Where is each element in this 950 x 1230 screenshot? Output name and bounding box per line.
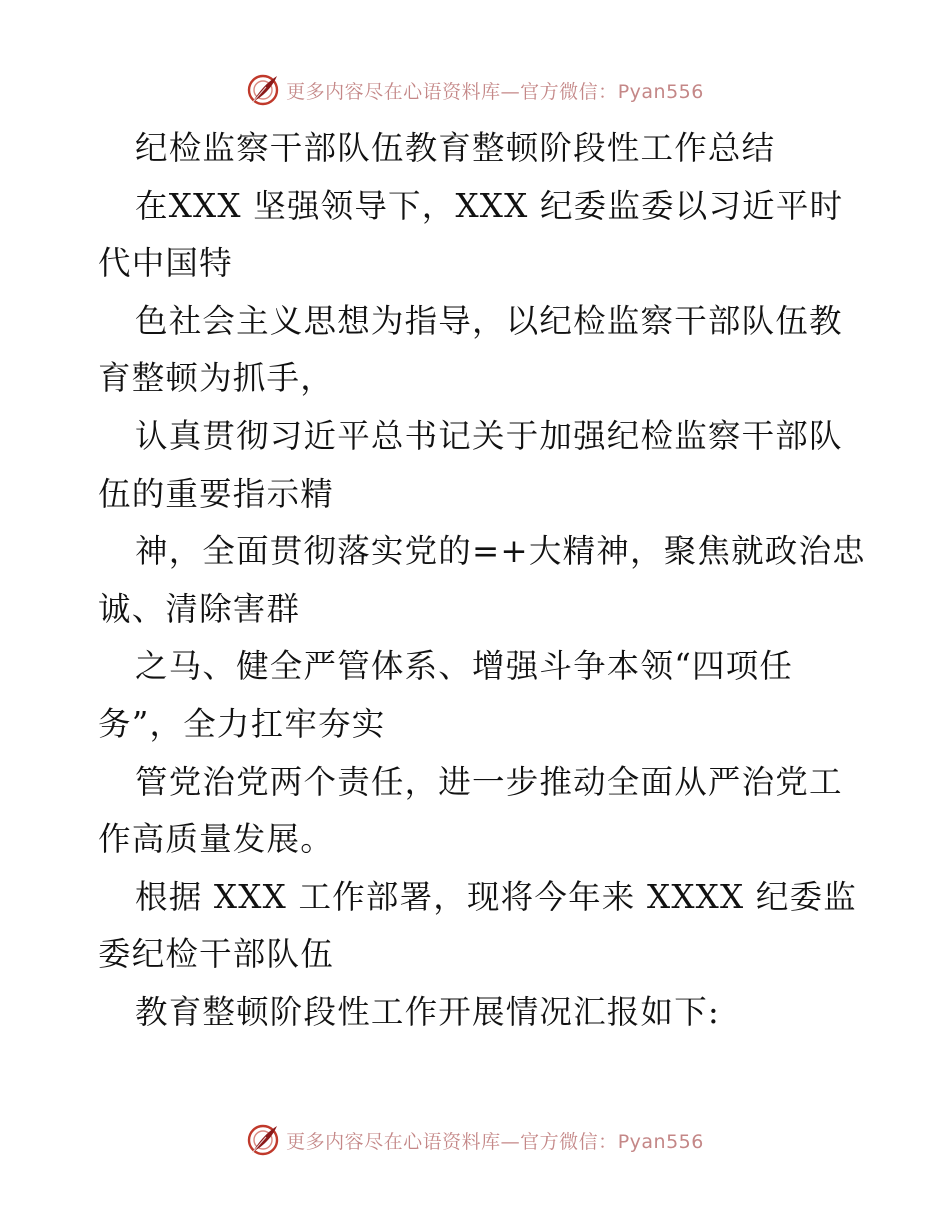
paragraph-line: 诚、清除害群: [98, 589, 301, 628]
paragraph-line: 之马、健全严管体系、增强斗争本领“四项任: [135, 647, 794, 686]
watermark-separator: —: [500, 80, 521, 103]
document-title: 纪检监察干部队伍教育整顿阶段性工作总结: [135, 129, 776, 167]
feather-pen-logo-icon: [246, 1123, 280, 1157]
paragraph-line: 色社会主义思想为指导，以纪检监察干部队伍教: [135, 301, 843, 340]
paragraph-line: 育整顿为抓手，: [98, 359, 334, 398]
paragraph-line: 根据 XXX 工作部署，现将今年来 XXXX 纪委监: [135, 877, 857, 916]
watermark-text: [286, 1127, 704, 1154]
document-body: [98, 120, 866, 1042]
feather-pen-logo-icon: [246, 73, 280, 107]
watermark-wechat-label: 官方微信：: [520, 1130, 618, 1153]
watermark-separator: —: [500, 1130, 521, 1153]
footer-watermark: [0, 1122, 950, 1158]
watermark-text: [286, 77, 704, 104]
watermark-wechat-id: Pyan556: [617, 1130, 704, 1153]
header-watermark: [0, 72, 950, 108]
paragraph-line: 作高质量发展。: [98, 820, 334, 859]
paragraph-line: 认真贯彻习近平总书记关于加强纪检监察干部队: [135, 416, 843, 455]
watermark-main-text: 更多内容尽在心语资料库: [286, 1130, 501, 1153]
paragraph-line: 代中国特: [98, 244, 233, 283]
watermark-wechat-id: Pyan556: [617, 80, 704, 103]
paragraph-line: 管党治党两个责任，进一步推动全面从严治党工: [135, 762, 843, 801]
paragraph-line: 神，全面贯彻落实党的=+大精神，聚焦就政治忠: [135, 532, 866, 571]
paragraph-line: 在XXX 坚强领导下，XXX 纪委监委以习近平时: [135, 186, 844, 225]
paragraph-line: 教育整顿阶段性工作开展情况汇报如下:: [135, 992, 721, 1031]
watermark-wechat-label: 官方微信：: [520, 80, 618, 103]
watermark-main-text: 更多内容尽在心语资料库: [286, 80, 501, 103]
paragraph-line: 委纪检干部队伍: [98, 935, 334, 974]
paragraph-line: 务”，全力扛牢夯实: [98, 704, 386, 743]
paragraph-line: 伍的重要指示精: [98, 474, 334, 513]
